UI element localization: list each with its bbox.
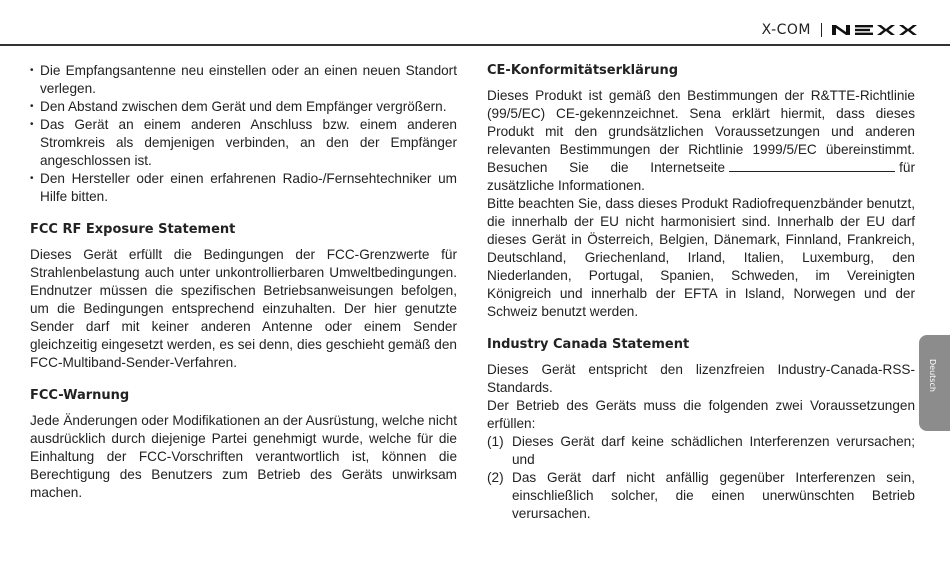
nexx-logo: [832, 24, 920, 36]
fcc-warning-heading: FCC-Warnung: [30, 388, 130, 403]
website-blank-line: [729, 160, 895, 172]
item-text: Das Gerät darf nicht anfällig gegenüber Interferenzen sein, einschließlich solcher, die einen unerwünschten Betrieb verursachen.: [512, 470, 915, 521]
ce-text-before: Dieses Produkt ist gemäß den Bestimmungen der R&TTE-Richtlinie (99/5/EC) CE-gekennzeichnet. Sena erklärt hiermit, dass dieses Produkt mit den grundsätzlichen Voraussetzungen und anderen relevanten Bestimmungen der Richtlinie 1999/5/EC übereinstimmt. Besuchen Sie die Internetseite: [487, 88, 915, 175]
page-header: [0, 0, 950, 48]
language-tab-label: Deutsch: [928, 359, 937, 392]
bullet-list: [30, 62, 457, 206]
language-tab[interactable]: [919, 335, 950, 431]
item-text: Dieses Gerät darf keine schädlichen Interferenzen verursachen; und: [512, 434, 915, 467]
item-number: (1): [487, 434, 504, 449]
list-item: [487, 433, 915, 469]
ic-heading: Industry Canada Statement: [487, 337, 690, 352]
fcc-rf-paragraph: Dieses Gerät erfüllt die Bedingungen der FCC-Grenzwerte für Strahlenbelastung auch unter unkontrollierbaren Umweltbedingungen. Endnutzer müssen die spezifischen Betriebsanweisungen befolgen, um die Bedingungen entsprechend einzuhalten. Der hier genutzte Sender darf mit keiner anderen Antenne oder einem Sender gleichzeitig eingesetzt werden, es sei denn, dies geschieht gemäß den FCC-Multiband-Sender-Verfahren.: [30, 247, 457, 370]
left-column: [30, 62, 457, 502]
ce-heading: CE-Konformitätserklärung: [487, 63, 679, 78]
ce-paragraph-1: [487, 87, 915, 195]
fcc-rf-heading: FCC RF Exposure Statement: [30, 222, 236, 237]
list-item: • Das Gerät an einem anderen Anschluss bzw. einem anderen Stromkreis als demjenigen verbinden, an den der Empfänger angeschlossen ist.: [30, 116, 457, 170]
list-item: • Die Empfangsantenne neu einstellen oder an einen neuen Standort verlegen.: [30, 62, 457, 98]
ic-paragraph-2: Der Betrieb des Geräts muss die folgenden zwei Voraussetzungen erfüllen:: [487, 398, 915, 431]
item-number: (2): [487, 470, 504, 485]
list-item: • Den Abstand zwischen dem Gerät und dem Empfänger vergrößern.: [30, 98, 457, 116]
list-item: [487, 469, 915, 523]
right-column: [487, 62, 915, 523]
ce-text-after: für zusätzliche Informationen.: [487, 160, 915, 193]
brand-text: X-COM: [761, 22, 811, 38]
ic-paragraph-1: Dieses Gerät entspricht den lizenzfreien Industry-Canada-RSS-Standards.: [487, 362, 915, 395]
header-rule: [0, 44, 950, 46]
brand: [762, 22, 920, 38]
list-item: • Den Hersteller oder einen erfahrenen Radio-/Fernsehtechniker um Hilfe bitten.: [30, 170, 457, 206]
requirements-list: [487, 433, 915, 523]
brand-separator: [821, 23, 822, 37]
ce-paragraph-2: Bitte beachten Sie, dass dieses Produkt Radiofrequenzbänder benutzt, die innerhalb der EU nicht harmonisiert sind. Innerhalb der EU darf dieses Gerät in Österreich, Belgien, Dänemark, Finnland, Frankreich, Deutschland, Griechenland, Irland, Italien, Luxemburg, den Niederlanden, Portugal, Spanien, Schweden, im Vereinigten Königreich und innerhalb der EFTA in Island, Norwegen und der Schweiz benutzt werden.: [487, 196, 915, 319]
fcc-warning-paragraph: Jede Änderungen oder Modifikationen an der Ausrüstung, welche nicht ausdrücklich durch diejenige Partei genehmigt wurde, welche für die Einhaltung der FCC-Vorschriften verantwortlich ist, können die Berechtigung des Benutzers zum Betrieb des Geräts unwirksam machen.: [30, 413, 457, 500]
